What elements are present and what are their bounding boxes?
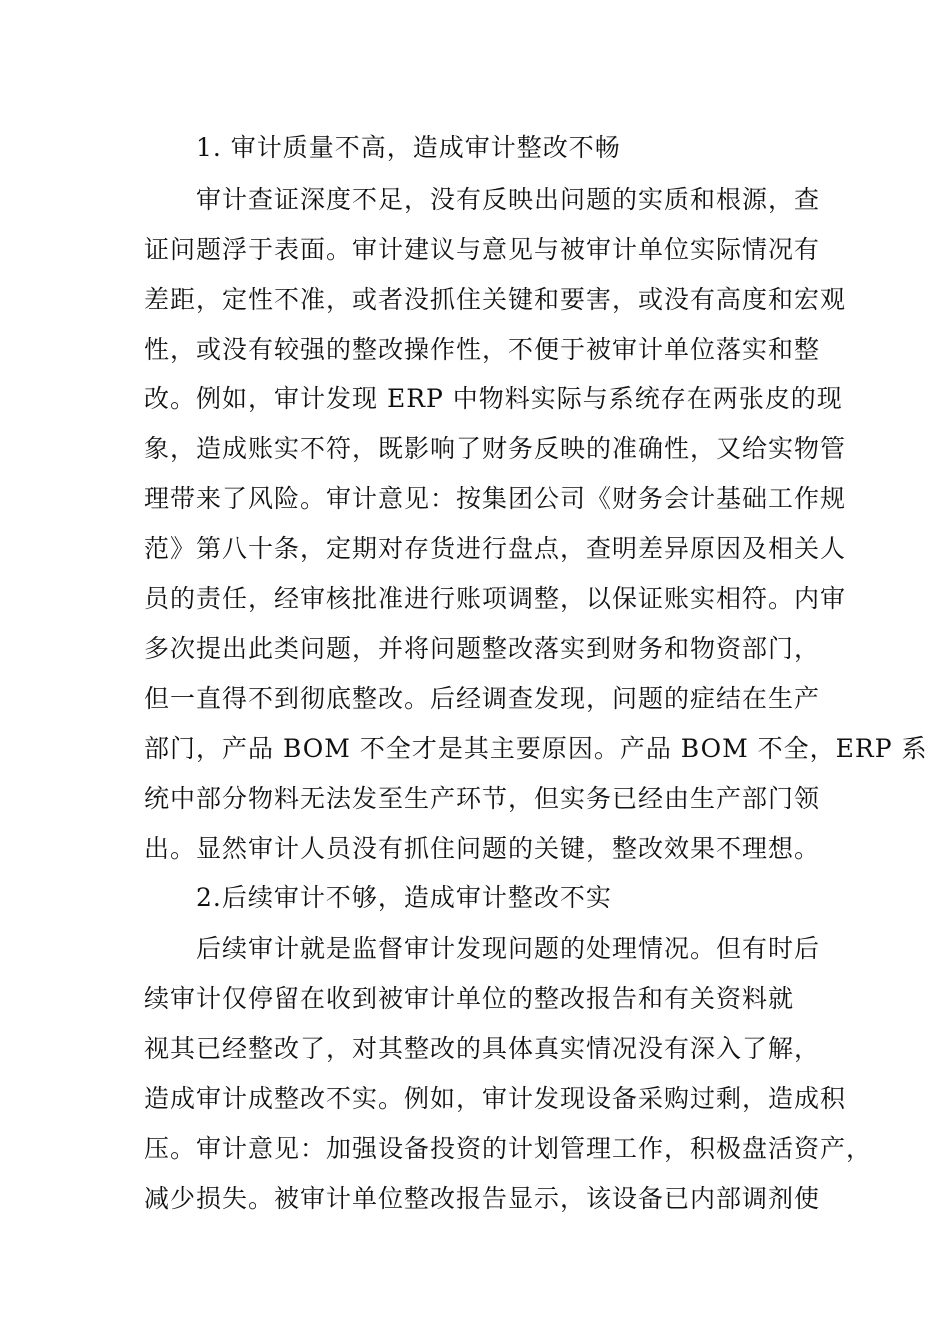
section-heading-1: 1. 审计质量不高，造成审计整改不畅 xyxy=(196,133,621,162)
paragraph-line: 员的责任，经审核批准进行账项调整，以保证账实相符。内审 xyxy=(144,584,847,613)
section-heading-2: 2.后续审计不够，造成审计整改不实 xyxy=(196,883,612,912)
paragraph-line: 出。显然审计人员没有抓住问题的关键，整改效果不理想。 xyxy=(144,834,821,863)
paragraph-line: 理带来了风险。审计意见：按集团公司《财务会计基础工作规 xyxy=(144,484,847,513)
paragraph-line: 审计查证深度不足，没有反映出问题的实质和根源，查 xyxy=(196,185,821,214)
paragraph-line: 部门，产品 BOM 不全才是其主要原因。产品 BOM 不全，ERP 系 xyxy=(144,734,928,763)
paragraph-line: 多次提出此类问题，并将问题整改落实到财务和物资部门， xyxy=(144,634,821,663)
paragraph-line: 证问题浮于表面。审计建议与意见与被审计单位实际情况有 xyxy=(144,235,821,264)
paragraph-line: 视其已经整改了，对其整改的具体真实情况没有深入了解， xyxy=(144,1034,821,1063)
paragraph-line: 减少损失。被审计单位整改报告显示，该设备已内部调剂使 xyxy=(144,1184,821,1213)
paragraph-line: 后续审计就是监督审计发现问题的处理情况。但有时后 xyxy=(196,934,821,963)
paragraph-line: 统中部分物料无法发至生产环节，但实务已经由生产部门领 xyxy=(144,784,821,813)
paragraph-line: 压。审计意见：加强设备投资的计划管理工作，积极盘活资产， xyxy=(144,1134,873,1163)
paragraph-line: 范》第八十条，定期对存货进行盘点，查明差异原因及相关人 xyxy=(144,534,847,563)
paragraph-line: 造成审计成整改不实。例如，审计发现设备采购过剩，造成积 xyxy=(144,1084,847,1113)
paragraph-line: 象，造成账实不符，既影响了财务反映的准确性，又给实物管 xyxy=(144,434,847,463)
paragraph-line: 但一直得不到彻底整改。后经调查发现，问题的症结在生产 xyxy=(144,684,821,713)
paragraph-line: 性，或没有较强的整改操作性，不便于被审计单位落实和整 xyxy=(144,335,821,364)
paragraph-line: 续审计仅停留在收到被审计单位的整改报告和有关资料就 xyxy=(144,984,795,1013)
paragraph-line: 改。例如，审计发现 ERP 中物料实际与系统存在两张皮的现 xyxy=(144,384,843,413)
paragraph-line: 差距，定性不准，或者没抓住关键和要害，或没有高度和宏观 xyxy=(144,285,847,314)
